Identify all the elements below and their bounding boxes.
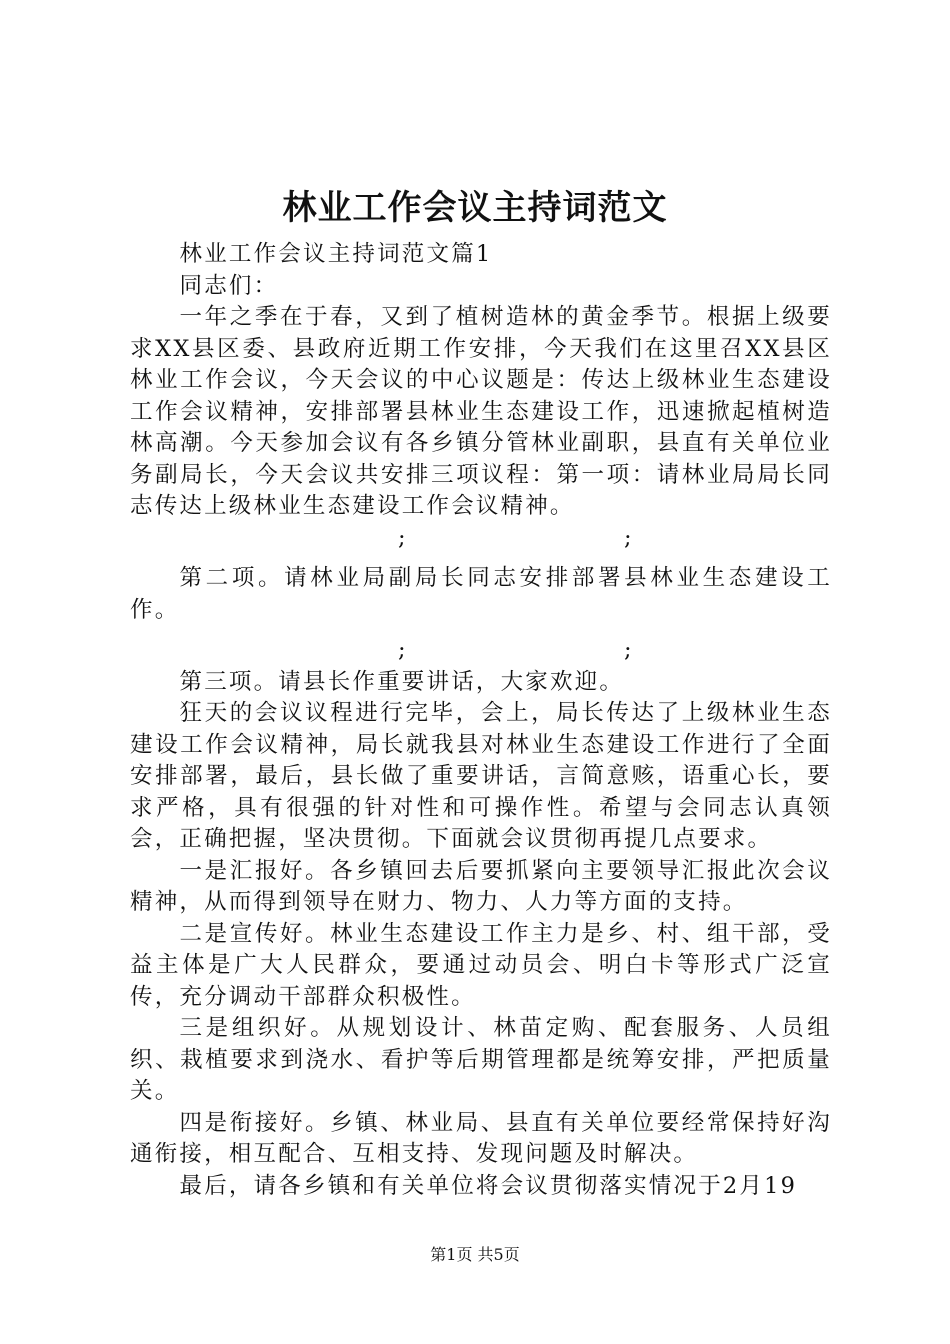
salutation: 同志们： xyxy=(179,272,279,299)
paragraph-item-two: 第二项。请林业局副局长同志安排部署县林业生态建设工作。 xyxy=(130,565,832,623)
semicolon-mark: ; xyxy=(624,637,634,663)
document-body xyxy=(130,239,832,1202)
paragraph-point-two: 二是宣传好。林业生态建设工作主力是乡、村、组干部，受益主体是广大人民群众，要通过动员会、明白卡等形式广泛宣传，充分调动干部群众积极性。 xyxy=(130,920,832,1010)
paragraph-closing: 最后，请各乡镇和有关单位将会议贯彻落实情况于2月19 xyxy=(179,1172,798,1199)
semicolon-mark: ; xyxy=(398,524,408,551)
paragraph-intro: 一年之季在于春，又到了植树造林的黄金季节。根据上级要求XX县区委、县政府近期工作安排，今天我们在这里召XX县区林业工作会议，今天会议的中心议题是：传达上级林业生态建设工作会议精神，安排部署县林业生态建设工作，迅速掀起植树造林高潮。今天参加会议有各乡镇分管林业副职，县直有关单位业务副局长，今天会议共安排三项议程：第一项：请林业局局长同志传达上级林业生态建设工作会议精神。 xyxy=(130,304,832,519)
paragraph-point-one: 一是汇报好。各乡镇回去后要抓紧向主要领导汇报此次会议精神，从而得到领导在财力、物力、人力等方面的支持。 xyxy=(130,857,832,915)
paragraph-point-three: 三是组织好。从规划设计、林苗定购、配套服务、人员组织、栽植要求到浇水、看护等后期管理都是统筹安排，严把质量关。 xyxy=(130,1015,832,1104)
placeholder-row xyxy=(130,635,832,667)
semicolon-mark: ; xyxy=(624,524,634,551)
document-title: 林业工作会议主持词范文 xyxy=(282,188,668,228)
paragraph-summary: 狂天的会议议程进行完毕，会上，局长传达了上级林业生态建设工作会议精神，局长就我县对林业生态建设工作进行了全面安排部署，最后，县长做了重要讲话，言简意赅，语重心长，要求严格，具有很强的针对性和可操作性。希望与会同志认真领会，正确把握，坚决贯彻。下面就会议贯彻再提几点要求。 xyxy=(130,700,832,852)
semicolon-mark: ; xyxy=(398,637,408,663)
paragraph-item-three: 第三项。请县长作重要讲话，大家欢迎。 xyxy=(179,668,625,695)
section-heading: 林业工作会议主持词范文篇1 xyxy=(179,241,493,267)
page-footer: 第1页 共5页 xyxy=(430,1245,520,1264)
placeholder-row xyxy=(130,523,832,555)
paragraph-point-four: 四是衔接好。乡镇、林业局、县直有关单位要经常保持好沟通衔接，相互配合、互相支持、发现问题及时解决。 xyxy=(130,1109,832,1167)
